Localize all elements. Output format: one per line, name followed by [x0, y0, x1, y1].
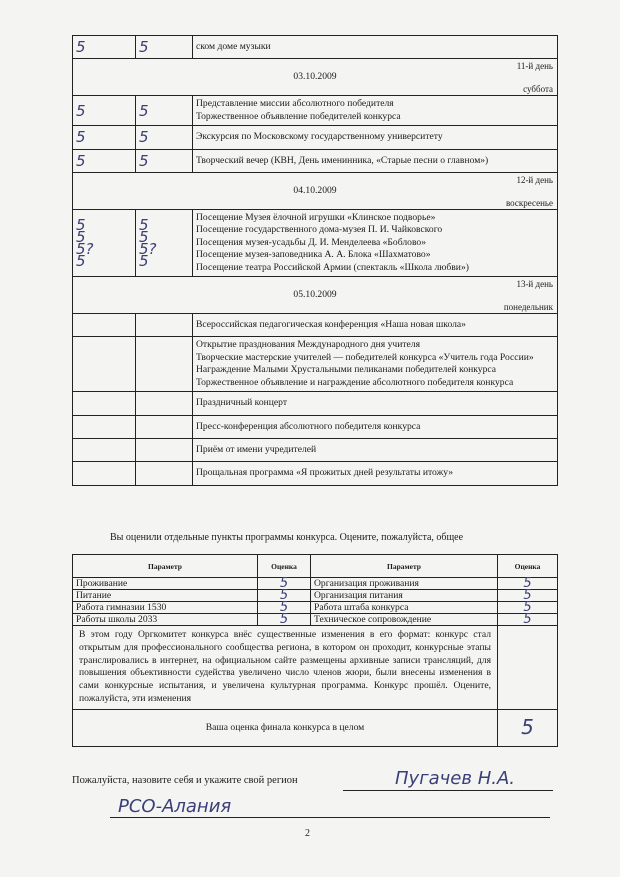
event-line: Посещение музея-заповедника А. А. Блока «Шахматово»: [196, 249, 431, 261]
eval-row: [73, 578, 558, 590]
mark-header: Оценка: [258, 555, 311, 578]
day-date: 04.10.2009: [293, 184, 337, 196]
changes-mark-cell: [498, 626, 558, 710]
final-row: [73, 709, 558, 746]
day-date: 05.10.2009: [293, 288, 337, 300]
event-cell: [193, 337, 558, 392]
day-number: 11-й день: [516, 61, 553, 72]
event-line: Представление миссии абсолютного победителя: [196, 98, 394, 110]
day-number: 13-й день: [516, 279, 553, 290]
event-line: Посещение театра Российской Армии (спектакль «Школа любви»): [196, 261, 469, 273]
event-line: Творческий вечер (КВН, День именинника, «Старые песни о главном»): [196, 154, 489, 166]
day-date: 03.10.2009: [293, 71, 337, 83]
eval-intro: Вы оценили отдельные пункты программы конкурса. Оцените, пожалуйста, общее: [110, 532, 464, 543]
program-table: [72, 35, 558, 486]
day-weekday: понедельник: [503, 301, 553, 312]
program-row: [73, 314, 558, 337]
event-cell: [193, 462, 558, 485]
event-line: Всероссийская педагогическая конференция «Наша новая школа»: [196, 319, 466, 331]
event-line: Открытие празднования Международного дня учителя: [196, 339, 420, 351]
changes-text: В этом году Оргкомитет конкурса внёс существенные изменения в его формат: конкурс стал открытым для профессионального сообщества региона, в котором он проходит, конкурсные этапы транслировались в интернет, на официальном сайте размещены архивные записи трансляций, для повышения объективности судейства увеличено число членов жюри, были внесены изменения в сами конкурсные испытания, и увеличена культурная программа. Конкурс прошёл. Оцените, пожалуйста, эти изменения: [73, 626, 498, 710]
evaluation-table: [72, 554, 558, 747]
mark-cell-1: [73, 392, 136, 415]
event-cell: [193, 36, 558, 59]
day-weekday: суббота: [523, 84, 553, 94]
day-weekday: воскресенье: [505, 197, 553, 208]
program-row: [73, 337, 558, 392]
handwritten-mark: 5: [76, 151, 86, 170]
handwritten-mark: 5: [76, 38, 86, 57]
mark-cell-2: [136, 96, 193, 126]
signature-region: РСО-Алания: [118, 796, 232, 817]
program-row: [73, 210, 558, 277]
mark-cell-1: [73, 126, 136, 149]
param-cell: Питание: [73, 590, 258, 602]
mark-cell-1: [73, 337, 136, 392]
eval-row: [73, 590, 558, 602]
mark-cell: 5: [258, 602, 311, 614]
day-cell: [73, 173, 558, 210]
mark-cell-2: [136, 415, 193, 438]
region-line: [110, 817, 550, 818]
mark-cell-1: [73, 415, 136, 438]
param-cell: Проживание: [73, 578, 258, 590]
mark-cell: 5: [498, 590, 558, 602]
day-number: 12-й день: [516, 175, 553, 186]
param-cell: Организация проживания: [311, 578, 498, 590]
event-line: Экскурсия по Московскому государственному университету: [196, 131, 443, 143]
handwritten-mark: 5: [139, 101, 149, 120]
mark-cell-2: [136, 337, 193, 392]
final-label: Ваша оценка финала конкурса в целом: [73, 709, 498, 746]
day-cell: [73, 59, 558, 96]
handwritten-mark: 5: [76, 101, 86, 120]
sign-line: [343, 790, 553, 791]
program-row: [73, 149, 558, 172]
mark-cell: 5: [498, 578, 558, 590]
program-row: [73, 415, 558, 438]
event-line: Праздничный концерт: [196, 397, 288, 409]
event-cell: [193, 96, 558, 126]
mark-cell-1: [73, 438, 136, 461]
page-number: 2: [305, 828, 310, 839]
signature-name: Пугачев Н.А.: [395, 768, 516, 789]
event-cell: [193, 210, 558, 277]
handwritten-mark: 5: [139, 151, 149, 170]
mark-cell: 5: [258, 590, 311, 602]
program-row: [73, 392, 558, 415]
event-line: Приём от имени учредителей: [196, 443, 317, 455]
handwritten-mark: 5: [139, 38, 149, 57]
param-cell: Работа штаба конкурса: [311, 602, 498, 614]
program-row: [73, 126, 558, 149]
event-cell: [193, 415, 558, 438]
mark-cell-1: [73, 210, 136, 277]
event-line: Творческие мастерские учителей — победителей конкурса «Учитель года России»: [196, 351, 534, 363]
mark-cell-2: [136, 392, 193, 415]
mark-cell-1: [73, 96, 136, 126]
mark-cell-1: [73, 36, 136, 59]
mark-cell-2: [136, 314, 193, 337]
mark-cell-2: [136, 210, 193, 277]
day-cell: [73, 277, 558, 314]
param-cell: Организация питания: [311, 590, 498, 602]
handwritten-mark: 5: [76, 128, 86, 147]
event-line: Награждение Малыми Хрустальными пеликанами победителей конкурса: [196, 364, 497, 376]
event-cell: [193, 392, 558, 415]
mark-cell-1: [73, 314, 136, 337]
mark-cell: 5: [498, 602, 558, 614]
event-line: Посещение государственного дома-музея П. И. Чайковского: [196, 224, 443, 236]
event-cell: [193, 149, 558, 172]
param-header: Параметр: [73, 555, 258, 578]
mark-cell-2: [136, 36, 193, 59]
mark-cell: 5: [258, 614, 311, 626]
mark-cell-2: [136, 126, 193, 149]
sign-prompt: Пожалуйста, назовите себя и укажите свой регион: [72, 775, 298, 786]
param-cell: Работы школы 2033: [73, 614, 258, 626]
day-row: [73, 277, 558, 314]
eval-row: [73, 614, 558, 626]
mark-cell-1: [73, 462, 136, 485]
mark-cell-1: [73, 149, 136, 172]
mark-cell-2: [136, 438, 193, 461]
program-row: [73, 438, 558, 461]
event-cell: [193, 438, 558, 461]
event-cell: [193, 126, 558, 149]
mark-header-2: Оценка: [498, 555, 558, 578]
event-line: Посещения музея-усадьбы Д. И. Менделеева «Боблово»: [196, 236, 427, 248]
event-line: Посещение Музея ёлочной игрушки «Клинское подворье»: [196, 212, 436, 224]
day-row: [73, 59, 558, 96]
event-line: ском доме музыки: [196, 41, 271, 52]
handwritten-mark: 5 5 5? 5: [76, 216, 94, 271]
mark-cell-2: [136, 149, 193, 172]
event-line: Торжественное объявление и награждение абсолютного победителя конкурса: [196, 376, 514, 388]
day-row: [73, 173, 558, 210]
param-cell: Техническое сопровождение: [311, 614, 498, 626]
mark-cell: 5: [258, 578, 311, 590]
program-row: [73, 462, 558, 485]
handwritten-mark: 5: [139, 128, 149, 147]
param-header-2: Параметр: [311, 555, 498, 578]
mark-cell-2: [136, 462, 193, 485]
param-cell: Работа гимназии 1530: [73, 602, 258, 614]
program-row: [73, 36, 558, 59]
handwritten-mark: 5 5 5? 5: [139, 216, 157, 271]
event-cell: [193, 314, 558, 337]
final-mark: 5: [498, 709, 558, 746]
eval-row: [73, 602, 558, 614]
program-row: [73, 96, 558, 126]
changes-row: [73, 626, 558, 710]
event-line: Прощальная программа «Я прожитых дней результаты итожу»: [196, 467, 454, 479]
event-line: Торжественное объявление победителей конкурса: [196, 110, 401, 122]
mark-cell: 5: [498, 614, 558, 626]
event-line: Пресс-конференция абсолютного победителя конкурса: [196, 420, 421, 432]
